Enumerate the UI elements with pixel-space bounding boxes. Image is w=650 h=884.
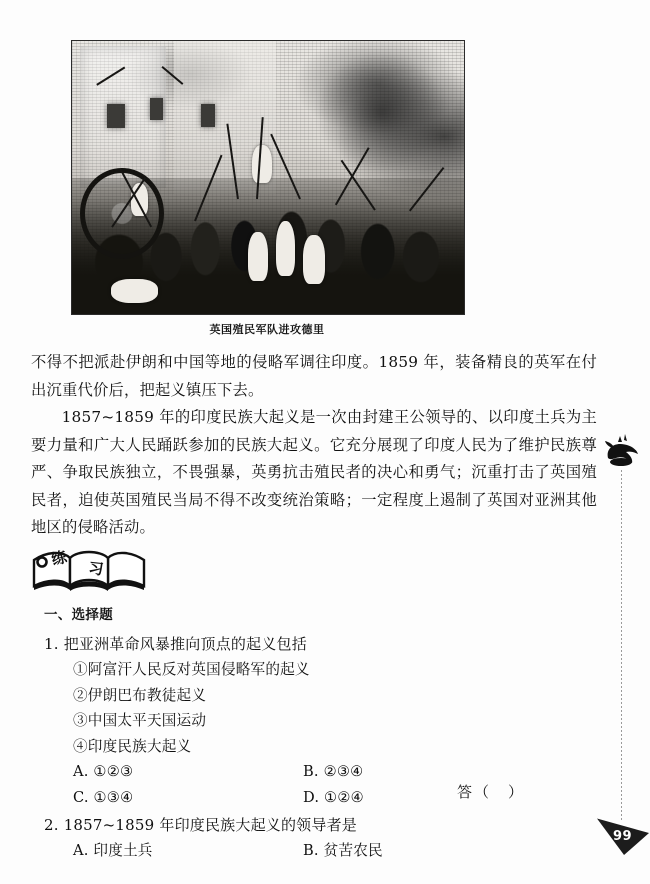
question-1-text: 把亚洲革命风暴推向顶点的起义包括 xyxy=(63,635,307,653)
figure-silhouette xyxy=(252,145,272,183)
choice-c[interactable]: C. ①③④ xyxy=(73,788,134,806)
window-icon xyxy=(201,104,215,127)
sub-item-3: ③中国太平天国运动 xyxy=(73,712,207,729)
paragraph-1: 不得不把派赴伊朗和中国等地的侵略军调往印度。1859 年，装备精良的英军在付出沉重代价后，把起义镇压下去。 xyxy=(31,353,597,399)
sub-item-4: ④印度民族大起义 xyxy=(73,737,192,755)
question-1-sub-items xyxy=(44,657,604,759)
figure-block xyxy=(71,40,463,339)
body-text xyxy=(31,349,597,542)
illustration-engraving xyxy=(71,40,465,315)
margin-ornament-icon xyxy=(600,432,644,476)
figure-silhouette xyxy=(276,221,296,276)
margin-vertical-rule xyxy=(621,470,622,820)
exercise-section-title: 一、选择题 xyxy=(44,607,113,623)
question-1-stem xyxy=(44,631,604,657)
question-2-choices xyxy=(44,838,604,864)
question-2-stem xyxy=(44,812,604,838)
choice-a[interactable]: A. 印度土兵 xyxy=(73,842,153,859)
exercise-section xyxy=(44,604,604,810)
choice-b[interactable]: B. 贫苦农民 xyxy=(303,842,383,859)
sub-item-2: ②伊朗巴布教徒起义 xyxy=(73,686,207,704)
figure-silhouette xyxy=(303,235,325,284)
question-2-number: 2. xyxy=(44,816,59,834)
question-1-number: 1. xyxy=(44,635,59,653)
figure-silhouette xyxy=(248,232,268,281)
choice-d[interactable]: D. ①②④ xyxy=(303,788,364,806)
exercise-label-char-1: 练 xyxy=(49,547,69,569)
smoke-cloud xyxy=(315,52,448,172)
page-number-value: 99 xyxy=(613,829,633,844)
figure-caption: 英国殖民军队进攻德里 xyxy=(209,323,325,336)
window-icon xyxy=(150,98,163,120)
choice-a[interactable]: A. ①②③ xyxy=(73,763,134,780)
window-icon xyxy=(107,104,125,129)
fallen-figure xyxy=(111,279,158,304)
choice-b[interactable]: B. ②③④ xyxy=(303,763,364,780)
question-2 xyxy=(44,812,604,864)
open-book-icon xyxy=(30,546,148,596)
question-1-answer-blank[interactable]: 答（ ） xyxy=(456,783,525,801)
page-number xyxy=(597,817,649,855)
sub-item-1: ①阿富汗人民反对英国侵略军的起义 xyxy=(73,661,310,678)
exercise-label-char-2: 习 xyxy=(87,559,105,579)
exercise-header xyxy=(30,546,170,598)
question-2-text: 1857~1859 年印度民族大起义的领导者是 xyxy=(63,816,357,834)
paragraph-2: 1857~1859 年的印度民族大起义是一次由封建王公领导的、以印度土兵为主要力量和广大人民踊跃参加的民族大起义。它充分展现了印度人民为了维护民族尊严、争取民族独立，不畏强暴，英勇抗击殖民者的决心和勇气；沉重打击了英国殖民者，迫使英国殖民当局不得不改变统治策略；一定程度上遏制了英国对亚洲其他地区的侵略活动。 xyxy=(31,408,597,536)
